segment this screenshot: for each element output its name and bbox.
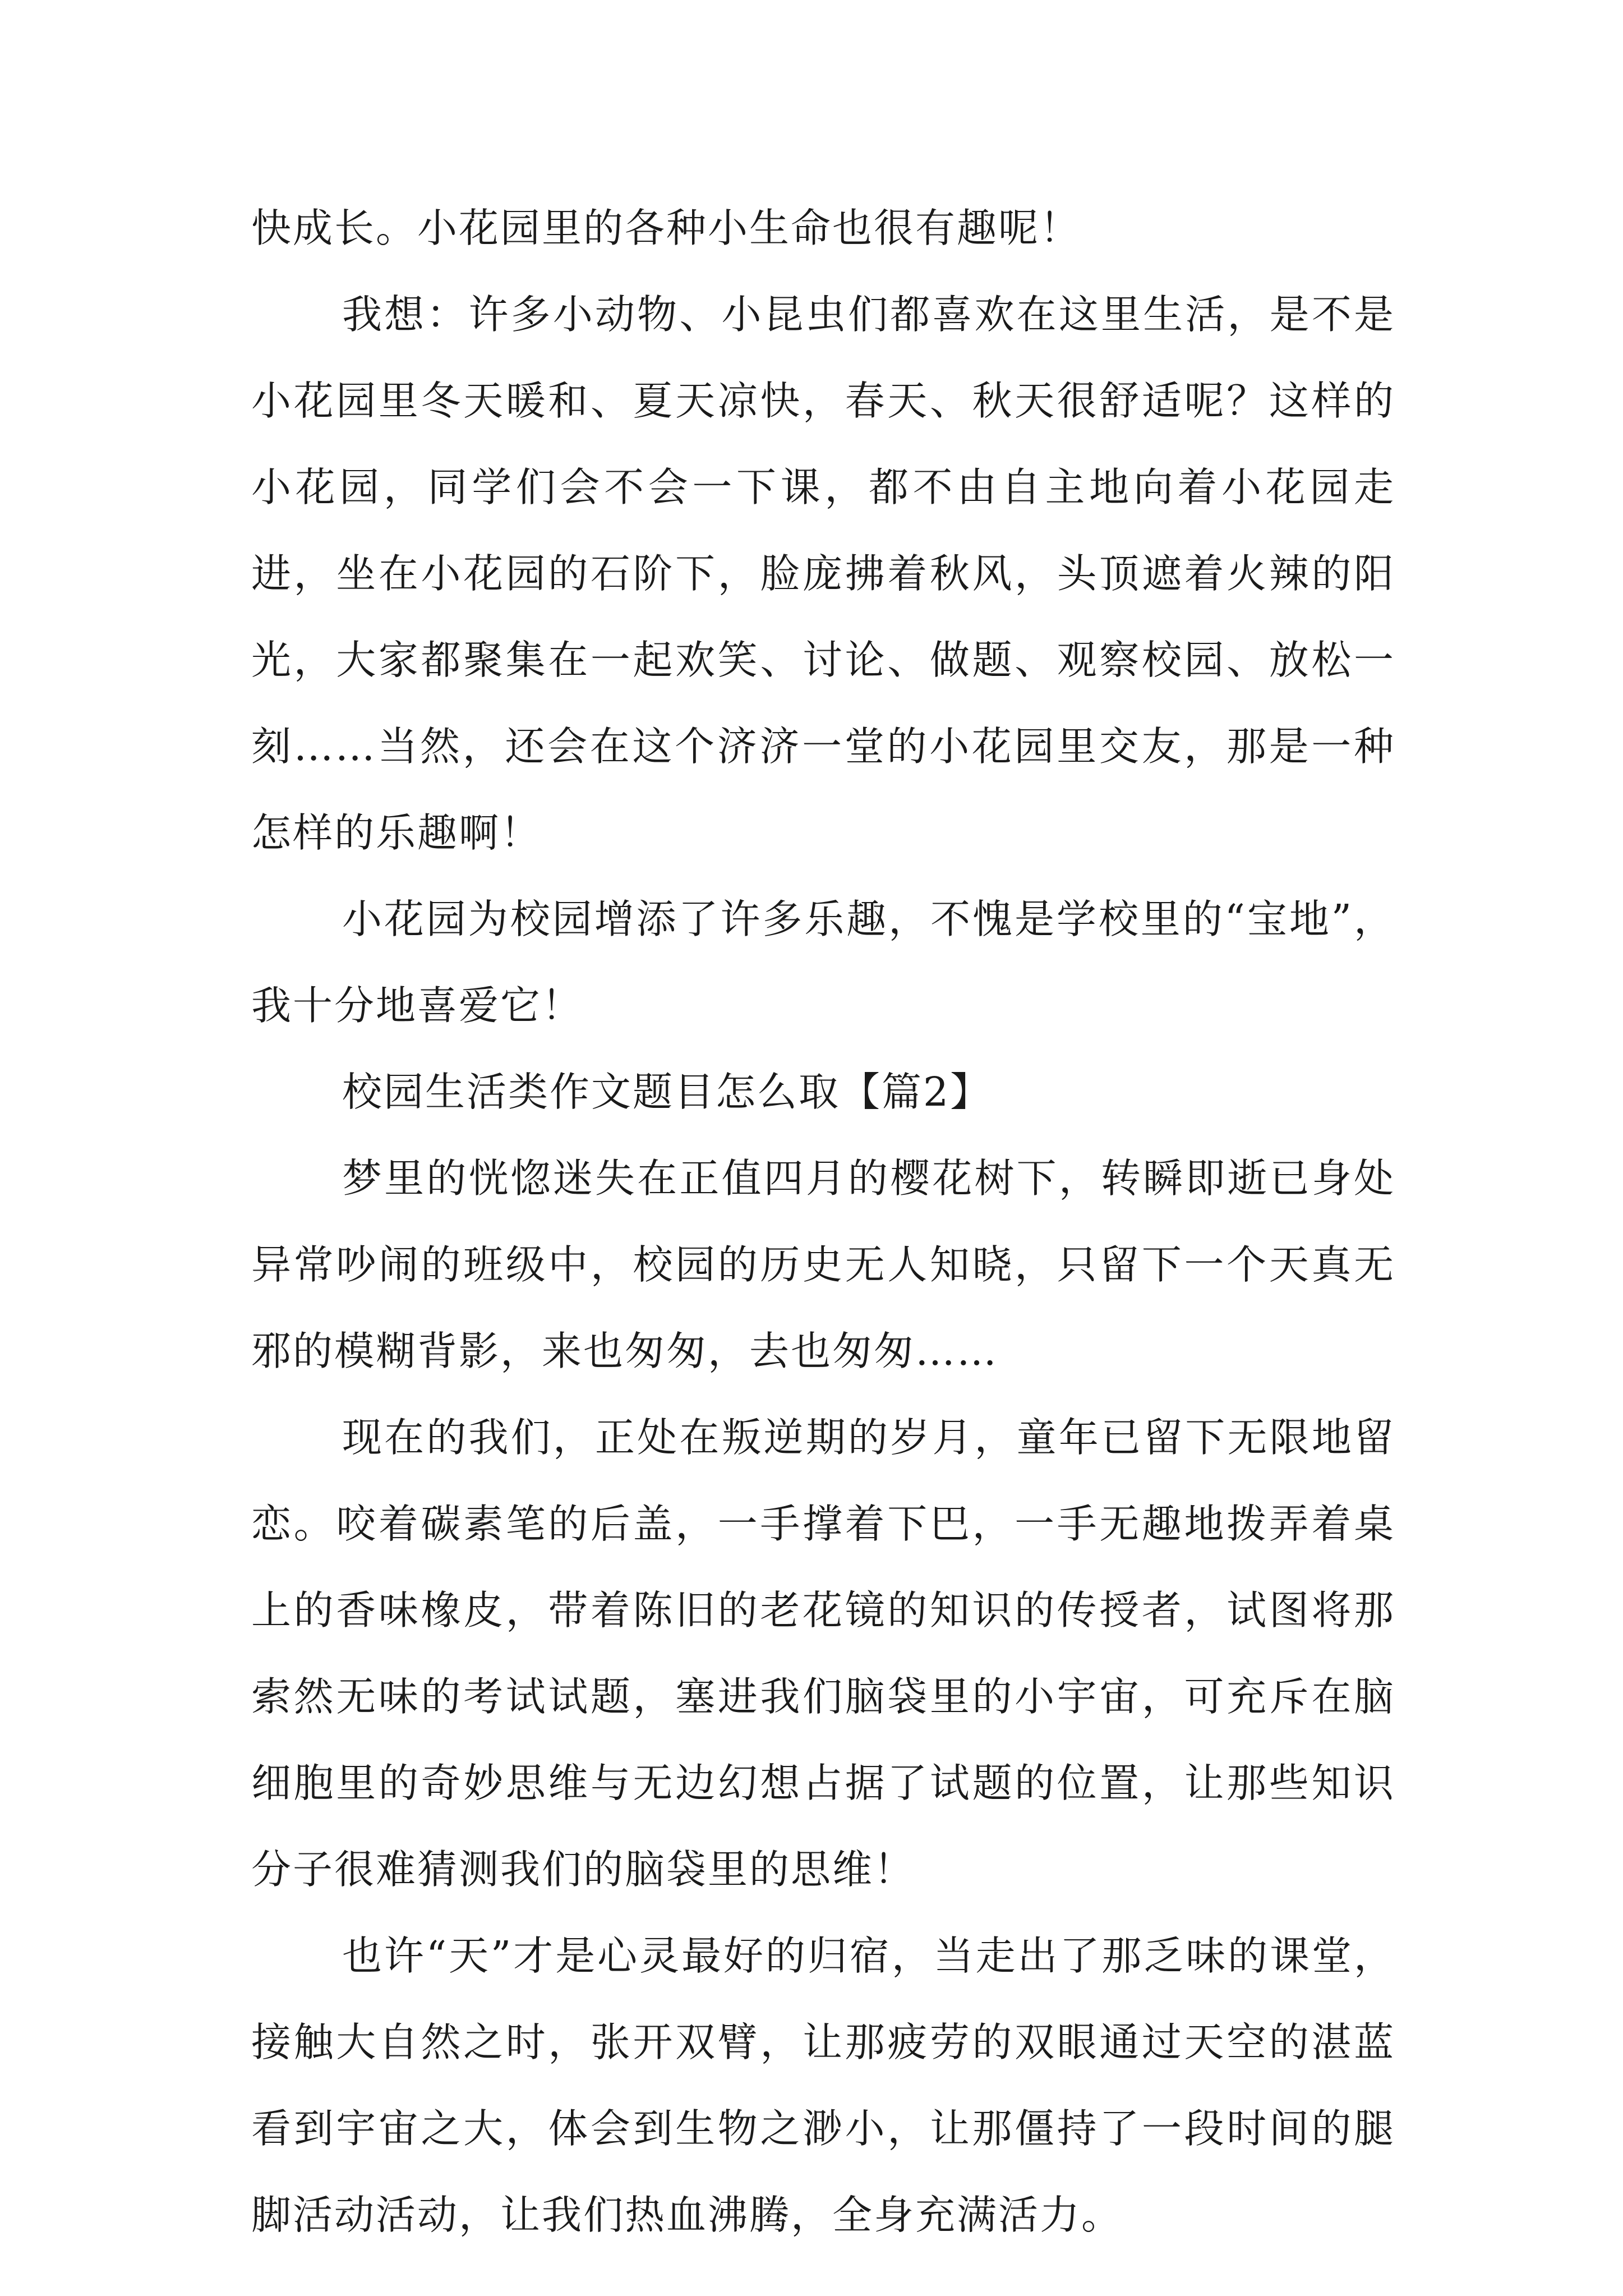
- paragraph-5: 现在的我们，正处在叛逆期的岁月，童年已留下无限地留恋。咬着碳素笔的后盖，一手撑着下巴，一手无趣地拨弄着桌上的香味橡皮，带着陈旧的老花镜的知识的传授者，试图将那索然无味的考试试题，塞进我们脑袋里的小宇宙，可充斥在脑细胞里的奇妙思维与无边幻想占据了试题的位置，让那些知识分子很难猜测我们的脑袋里的思维！: [251, 1414, 1395, 1893]
- section-heading: 校园生活类作文题目怎么取【篇2】: [342, 1069, 992, 1115]
- paragraph-2: 我想：许多小动物、小昆虫们都喜欢在这里生活，是不是小花园里冬天暖和、夏天凉快，春天、秋天很舒适呢？这样的小花园，同学们会不会一下课，都不由自主地向着小花园走进，坐在小花园的石阶下，脸庞拂着秋风，头顶遮着火辣的阳光，大家都聚集在一起欢笑、讨论、做题、观察校园、放松一刻……当然，还会在这个济济一堂的小花园里交友，那是一种怎样的乐趣啊！: [251, 291, 1395, 856]
- paragraph-6: 也许“天”才是心灵最好的归宿，当走出了那乏味的课堂，接触大自然之时，张开双臂，让那疲劳的双眼通过天空的湛蓝看到宇宙之大，体会到生物之渺小，让那僵持了一段时间的腿脚活动活动，让我们热血沸腾，全身充满活力。: [251, 1932, 1395, 2238]
- paragraph-4: 梦里的恍惚迷失在正值四月的樱花树下，转瞬即逝已身处异常吵闹的班级中，校园的历史无人知晓，只留下一个天真无邪的模糊背影，来也匆匆，去也匆匆……: [251, 1155, 1395, 1374]
- document-body: [251, 185, 1395, 2258]
- paragraph-1: 快成长。小花园里的各种小生命也很有趣呢！: [251, 205, 1082, 251]
- paragraph-3: 小花园为校园增添了许多乐趣，不愧是学校里的“宝地”，我十分地喜爱它！: [251, 896, 1395, 1029]
